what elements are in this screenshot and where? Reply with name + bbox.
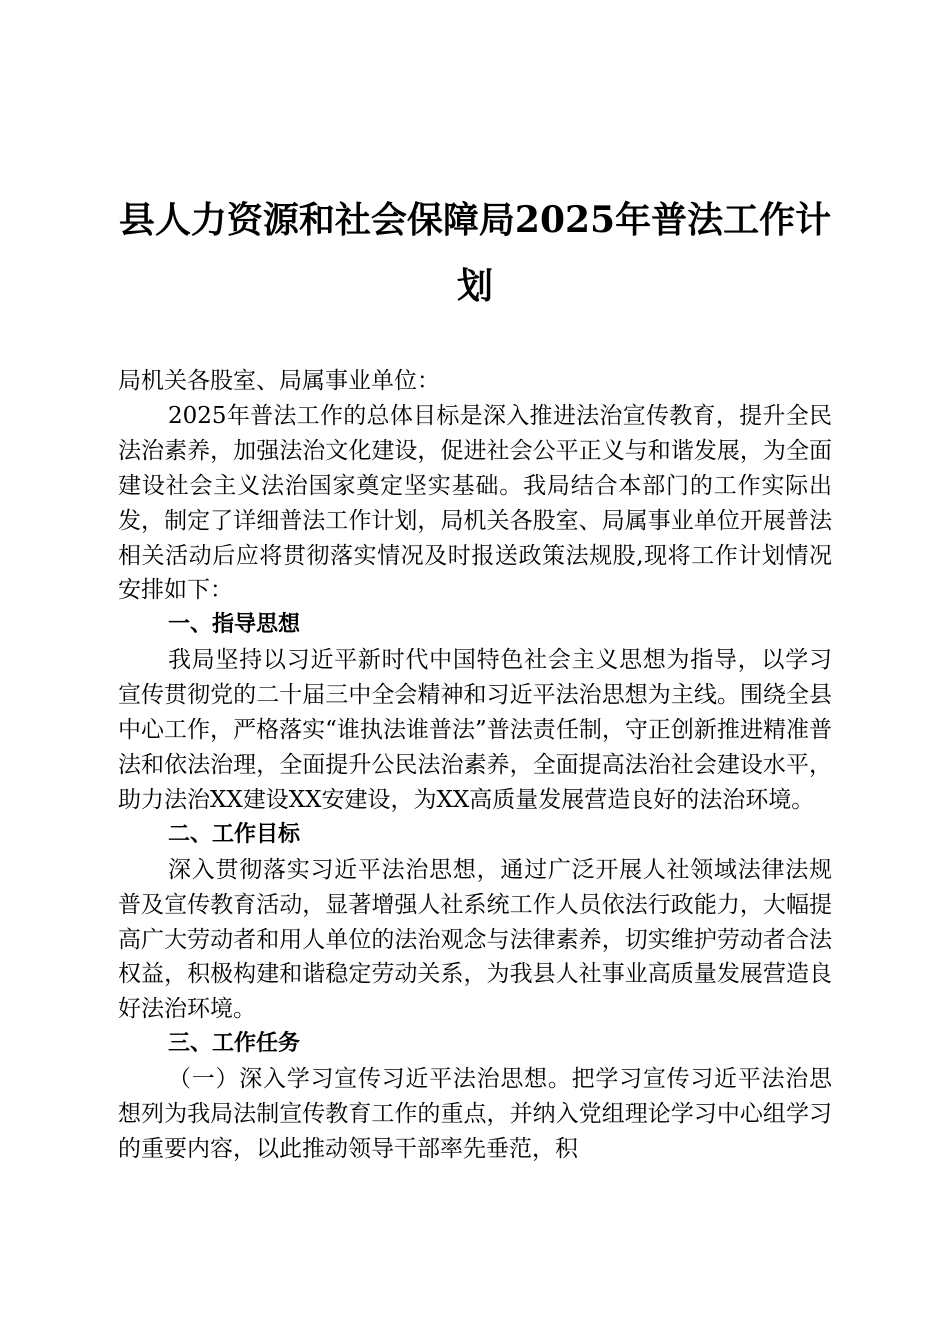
document-title-line-1: 县人力资源和社会保障局2025年普法工作计 (118, 199, 832, 241)
section-paragraph-work-goals: 深入贯彻落实习近平法治思想，通过广泛开展人社领域法律法规普及宣传教育活动，显著增强人社系统工作人员依法行政能力，大幅提高广大劳动者和用人单位的法治观念与法律素养，切实维护劳动者合法权益，积极构建和谐稳定劳动关系，为我县人社事业高质量发展营造良好法治环境。 (118, 856, 832, 1023)
intro-paragraph: 2025年普法工作的总体目标是深入推进法治宣传教育，提升全民法治素养，加强法治文化建设，促进社会公平正义与和谐发展，为全面建设社会主义法治国家奠定坚实基础。我局结合本部门的工作实际出发，制定了详细普法工作计划，局机关各股室、局属事业单位开展普法相关活动后应将贯彻落实情况及时报送政策法规股,现将工作计划情况安排如下： (118, 402, 832, 604)
salutation: 局机关各股室、局属事业单位： (118, 368, 440, 394)
section-paragraph-guiding-ideology: 我局坚持以习近平新时代中国特色社会主义思想为指导，以学习宣传贯彻党的二十届三中全会精神和习近平法治思想为主线。围绕全县中心工作，严格落实“谁执法谁普法”普法责任制，守正创新推进精准普法和依法治理，全面提升公民法治素养，全面提高法治社会建设水平，助力法治XX建设XX安建设，为XX高质量发展营造良好的法治环境。 (118, 647, 832, 813)
section-heading-work-goals: 二、工作目标 (168, 821, 301, 847)
section-heading-work-tasks: 三、工作任务 (168, 1031, 301, 1057)
section-paragraph-task-1: （一）深入学习宣传习近平法治思想。把学习宣传习近平法治思想列为我局法制宣传教育工作的重点，并纳入党组理论学习中心组学习的重要内容，以此推动领导干部率先垂范，积 (118, 1066, 832, 1162)
document-body (118, 364, 832, 1167)
section-heading-guiding-ideology: 一、指导思想 (168, 612, 301, 638)
document-title-line-2: 划 (456, 265, 493, 307)
